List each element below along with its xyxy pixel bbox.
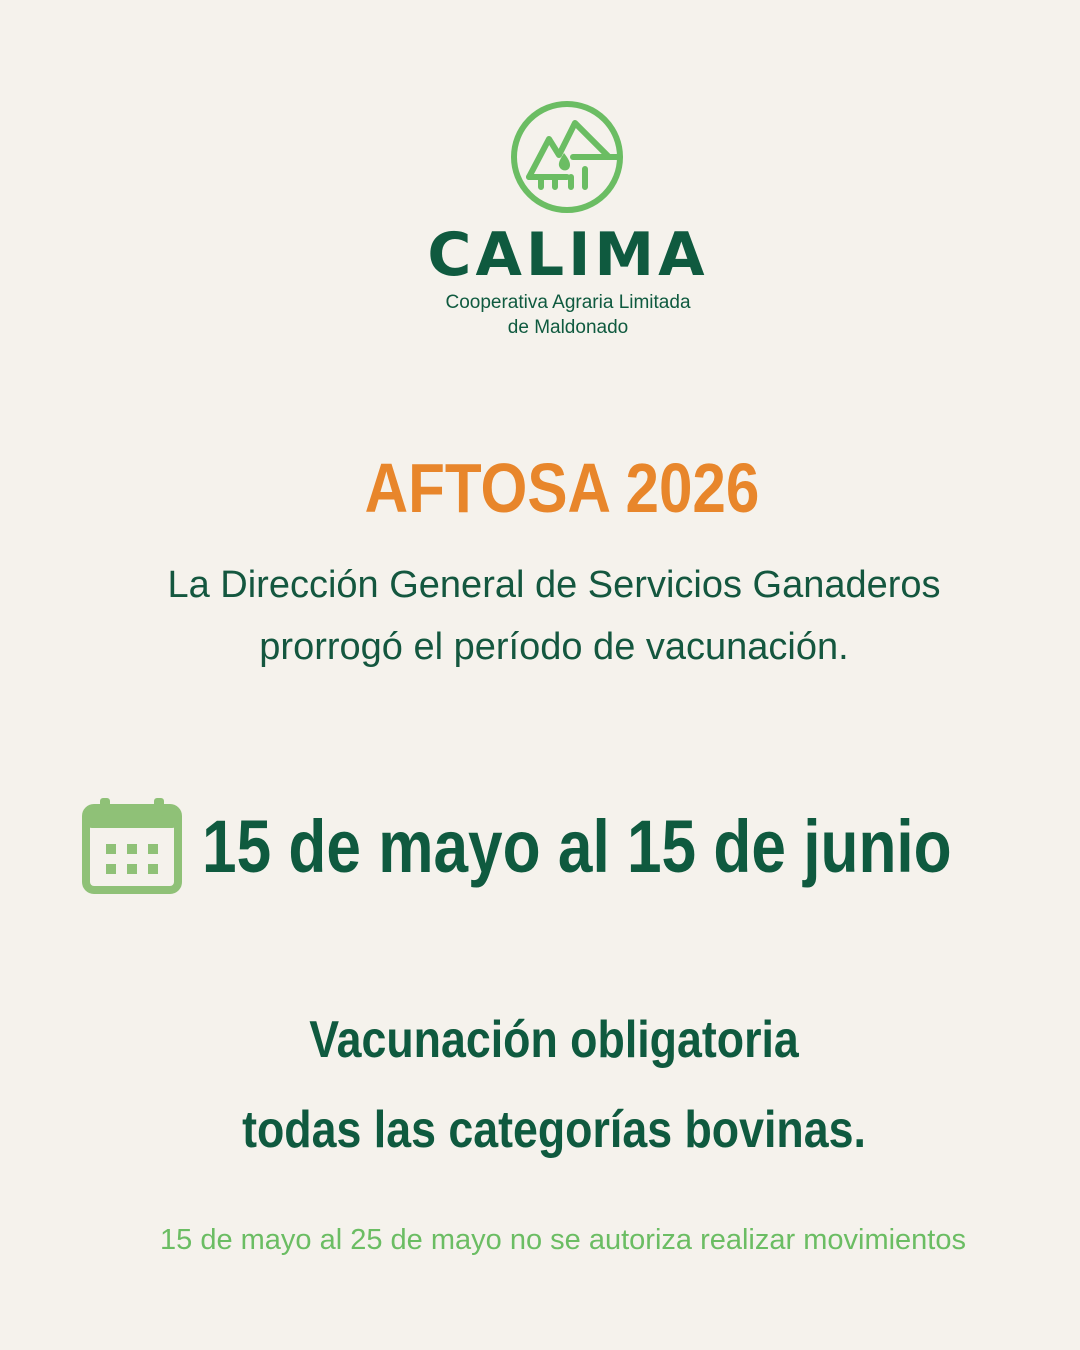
headline: AFTOSA 2026 [364,449,760,527]
calima-logo-icon [509,99,625,215]
movement-restriction-note: 15 de mayo al 25 de mayo no se autoriza realizar movimientos [160,1224,966,1256]
brand-subtitle-line1: Cooperativa Agraria Limitada [445,292,691,313]
intro-line1: La Dirección General de Servicios Ganaderos [167,564,941,606]
mandate-line1: Vacunación obligatoria [309,1011,799,1069]
brand-name: CALIMA [427,220,709,290]
mandate-line2: todas las categorías bovinas. [242,1101,866,1159]
calendar-icon [82,798,182,894]
vaccination-period-dates: 15 de mayo al 15 de junio [202,805,952,888]
intro-line2: prorrogó el período de vacunación. [259,626,849,668]
brand-subtitle-line2: de Maldonado [507,317,629,338]
